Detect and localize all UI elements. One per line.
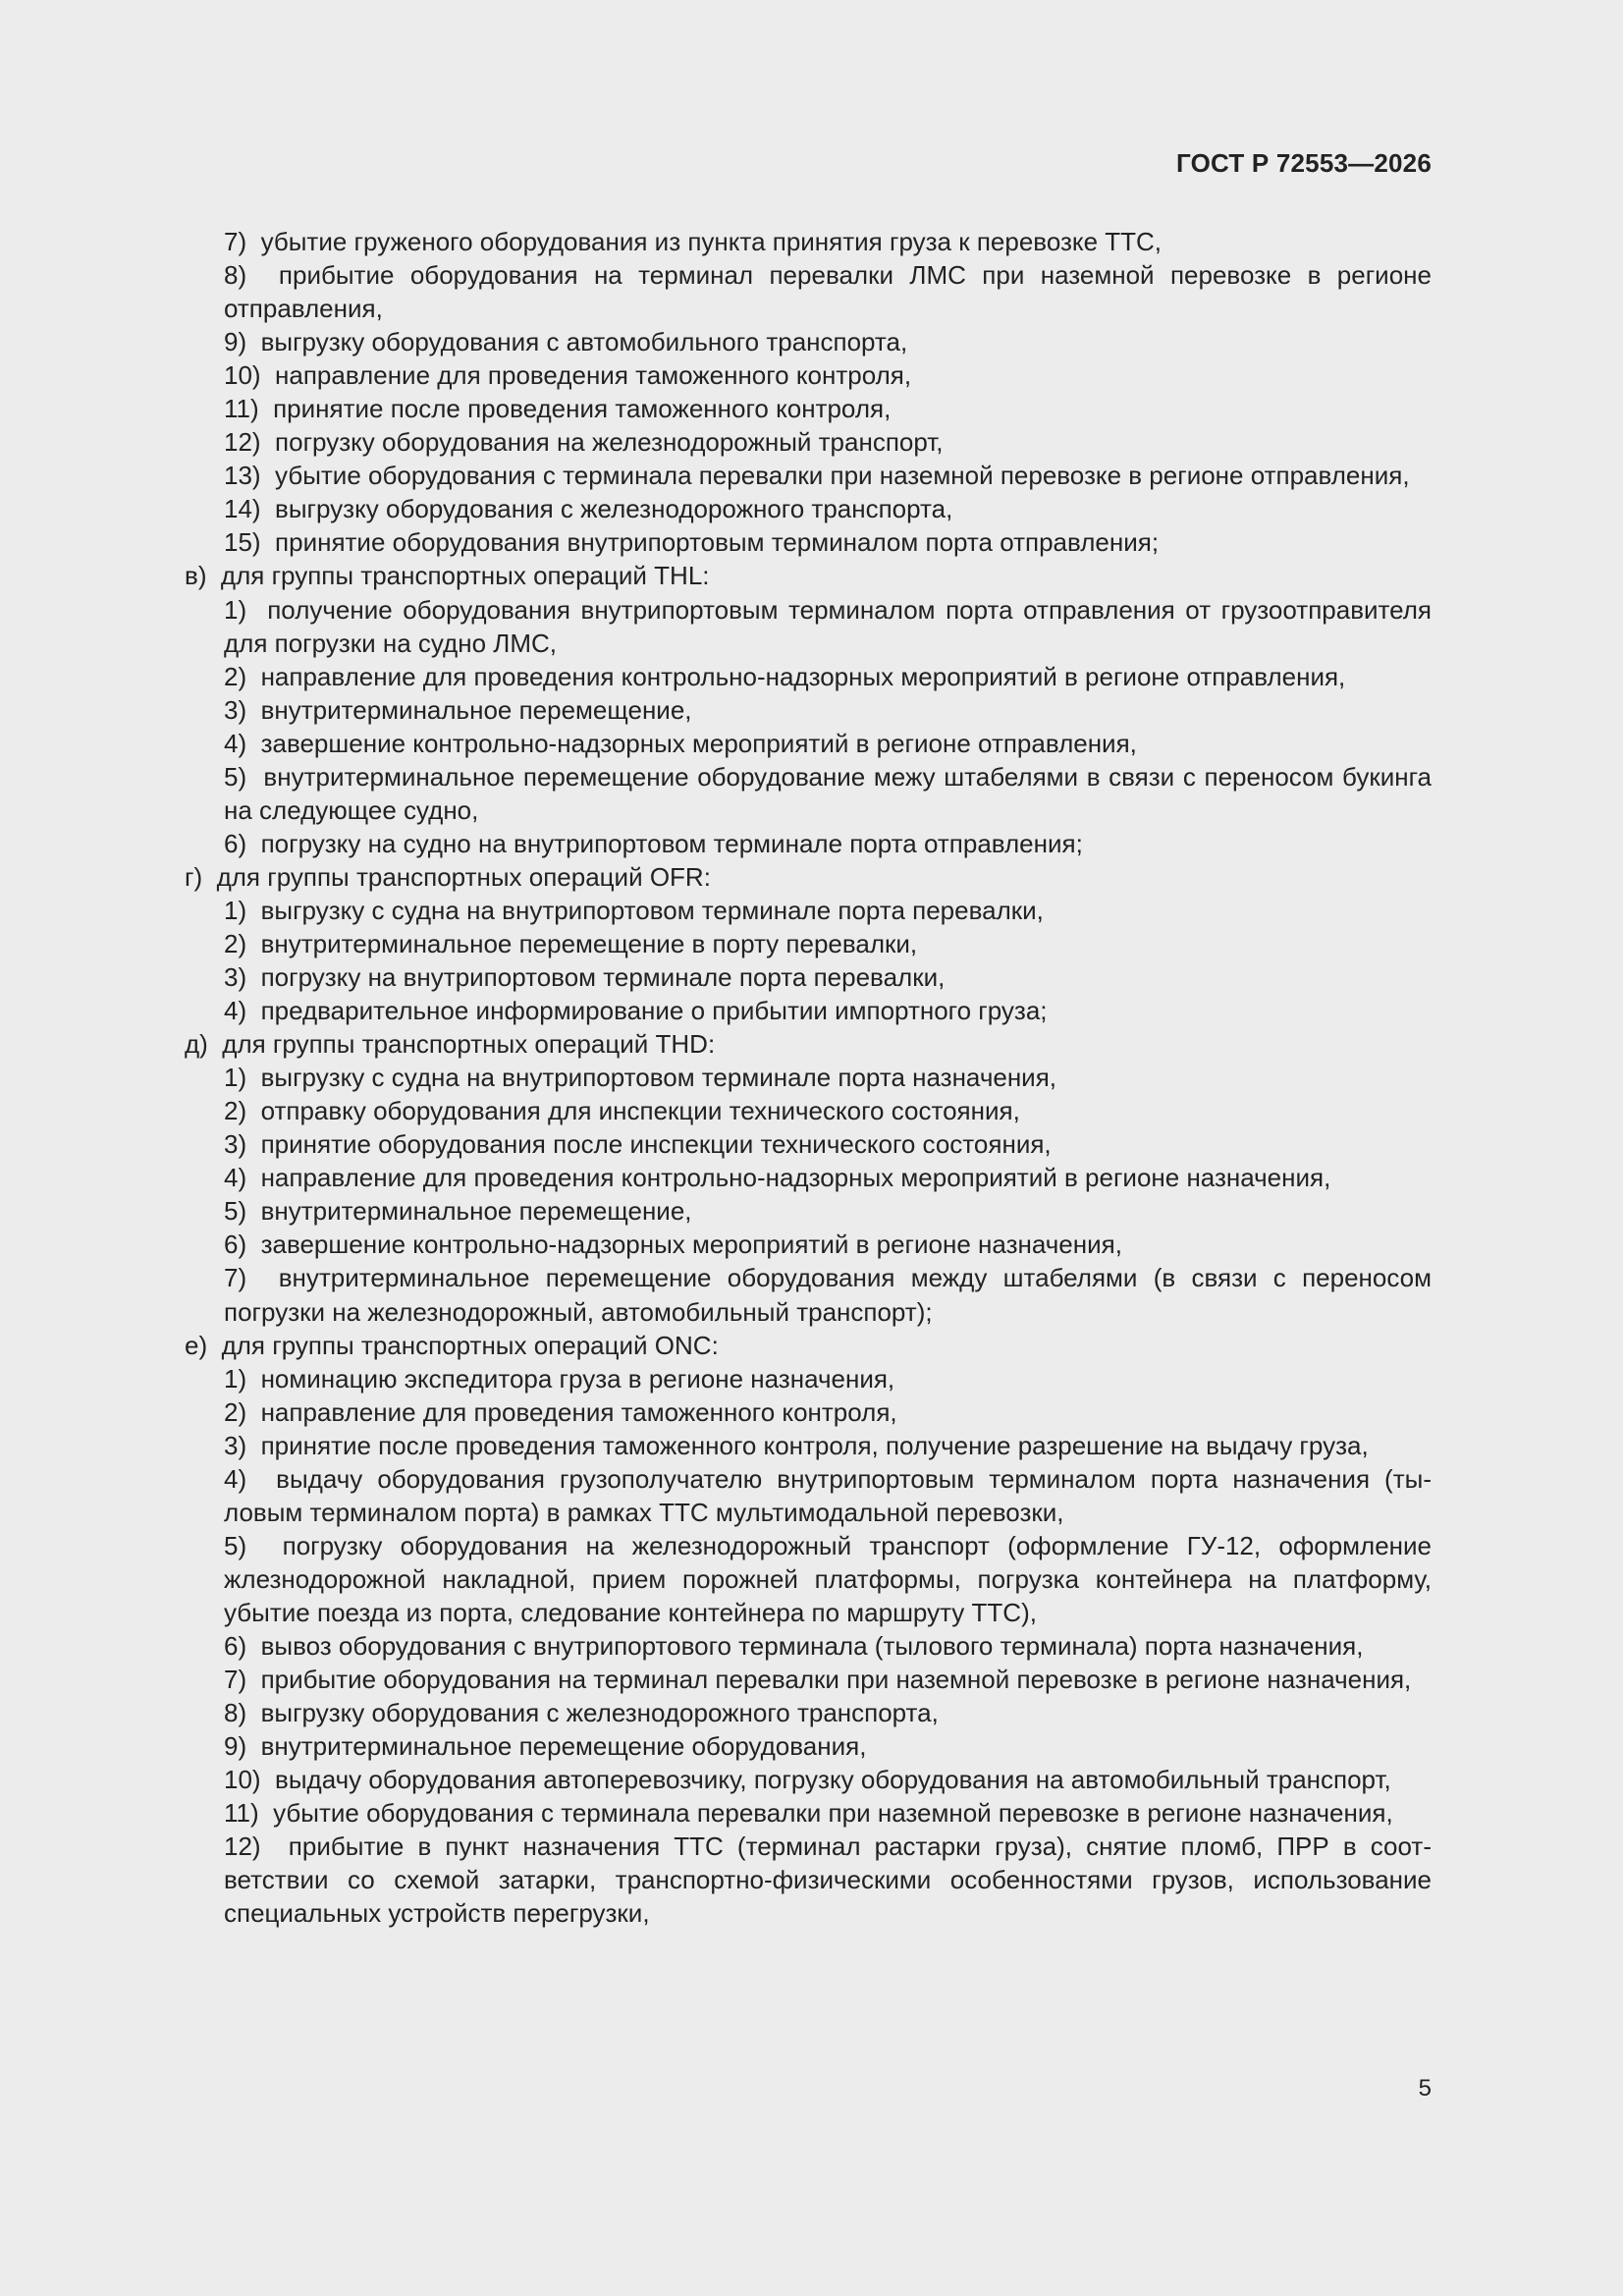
list-item: 6) вывоз оборудования с внутрипортового терминала (тылового терминала) порта назначения, — [224, 1630, 1364, 1661]
list-item: 6) погрузку на судно на внутрипортовом терминале порта отправления; — [224, 828, 1083, 858]
list-item: 11) принятие после проведения таможенного контроля, — [224, 394, 892, 424]
document-header: ГОСТ Р 72553—2026 — [1176, 148, 1432, 178]
list-item: 9) внутритерминальное перемещение оборудования, — [224, 1731, 867, 1762]
list-item: 5) внутритерминальное перемещение оборудование межу штабелями в связи с переносом букинга на следующее судно, — [224, 761, 1432, 825]
list-group-heading: г) для группы транспортных операций OFR: — [185, 861, 711, 892]
list-item: 10) направление для проведения таможенного контроля, — [224, 360, 912, 391]
list-item: 14) выгрузку оборудования с железнодорожного транспорта, — [224, 494, 953, 524]
list-item: 1) выгрузку с судна на внутрипортовом терминале порта назначения, — [224, 1063, 1057, 1093]
document-body — [185, 225, 1432, 1930]
list-item: 12) прибытие в пункт назначения ТТС (терминал растарки груза), снятие пломб, ПРР в соответствии со схемой затарки, транспортно-физическими особенностями грузов, использование специальных устройств перегрузки, — [224, 1831, 1432, 1929]
list-item: 2) внутритерминальное перемещение в порту перевалки, — [224, 928, 918, 958]
list-item: 1) получение оборудования внутрипортовым терминалом порта отправления от грузоотправителя для погрузки на судно ЛМС, — [224, 594, 1432, 658]
list-item: 1) номинацию экспедитора груза в регионе назначения, — [224, 1363, 895, 1394]
list-item: 3) принятие оборудования после инспекции технического состояния, — [224, 1129, 1052, 1160]
list-item: 4) завершение контрольно-надзорных мероприятий в регионе отправления, — [224, 728, 1137, 758]
list-item: 7) убытие груженого оборудования из пункта принятия груза к перевозке ТТС, — [224, 227, 1163, 256]
list-item: 5) внутритерминальное перемещение, — [224, 1196, 692, 1227]
list-group-heading: в) для группы транспортных операций THL: — [185, 561, 710, 591]
list-item: 6) завершение контрольно-надзорных мероприятий в регионе назначения, — [224, 1230, 1122, 1260]
list-item: 8) прибытие оборудования на терминал перевалки ЛМС при наземной перевозке в регионе отправления, — [224, 260, 1432, 324]
list-item: 2) направление для проведения контрольно-надзорных мероприятий в регионе отправления, — [224, 661, 1346, 691]
list-item: 2) направление для проведения таможенного контроля, — [224, 1396, 897, 1427]
list-item: 13) убытие оборудования с терминала перевалки при наземной перевозке в регионе отправления, — [224, 461, 1410, 491]
list-item: 4) выдачу оборудования грузополучателю внутрипортовым терминалом порта назначения (тыловым терминалом порта) в рамках ТТС мультимодальной перевозки, — [224, 1463, 1432, 1527]
list-item: 11) убытие оборудования с терминала перевалки при наземной перевозке в регионе назначения, — [224, 1798, 1393, 1829]
list-item: 12) погрузку оборудования на железнодорожный транспорт, — [224, 427, 944, 458]
list-item: 3) внутритерминальное перемещение, — [224, 694, 692, 725]
list-item: 3) погрузку на внутрипортовом терминале порта перевалки, — [224, 962, 946, 993]
list-item: 5) погрузку оборудования на железнодорожный транспорт (оформление ГУ-12, оформление жлезнодорожной накладной, прием порожней платформы, погрузка контейнера на платформу, убытие поезда из порта, следование контейнера по маршруту ТТС), — [224, 1530, 1432, 1627]
list-item: 4) направление для проведения контрольно-надзорных мероприятий в регионе назначения, — [224, 1163, 1331, 1193]
list-item: 4) предварительное информирование о прибытии импортного груза; — [224, 996, 1048, 1026]
page-number: 5 — [1418, 2075, 1432, 2102]
list-item: 8) выгрузку оборудования с железнодорожного транспорта, — [224, 1698, 939, 1728]
list-item: 1) выгрузку с судна на внутрипортовом терминале порта перевалки, — [224, 895, 1044, 925]
list-item: 2) отправку оборудования для инспекции технического состояния, — [224, 1096, 1020, 1126]
list-item: 7) внутритерминальное перемещение оборудования между штабелями (в связи с переносом погрузки на железнодорожный, автомобильный транспорт); — [224, 1263, 1432, 1327]
list-item: 10) выдачу оборудования автоперевозчику, погрузку оборудования на автомобильный транспорт, — [224, 1765, 1391, 1795]
list-item: 7) прибытие оборудования на терминал перевалки при наземной перевозке в регионе назначения, — [224, 1665, 1412, 1695]
list-item: 3) принятие после проведения таможенного контроля, получение разрешение на выдачу груза, — [224, 1430, 1369, 1460]
list-group-heading: д) для группы транспортных операций THD: — [185, 1029, 716, 1060]
list-item: 15) принятие оборудования внутрипортовым терминалом порта отправления; — [224, 527, 1160, 558]
list-group-heading: е) для группы транспортных операций ONC: — [185, 1330, 719, 1360]
list-item: 9) выгрузку оборудования с автомобильного транспорта, — [224, 327, 908, 357]
